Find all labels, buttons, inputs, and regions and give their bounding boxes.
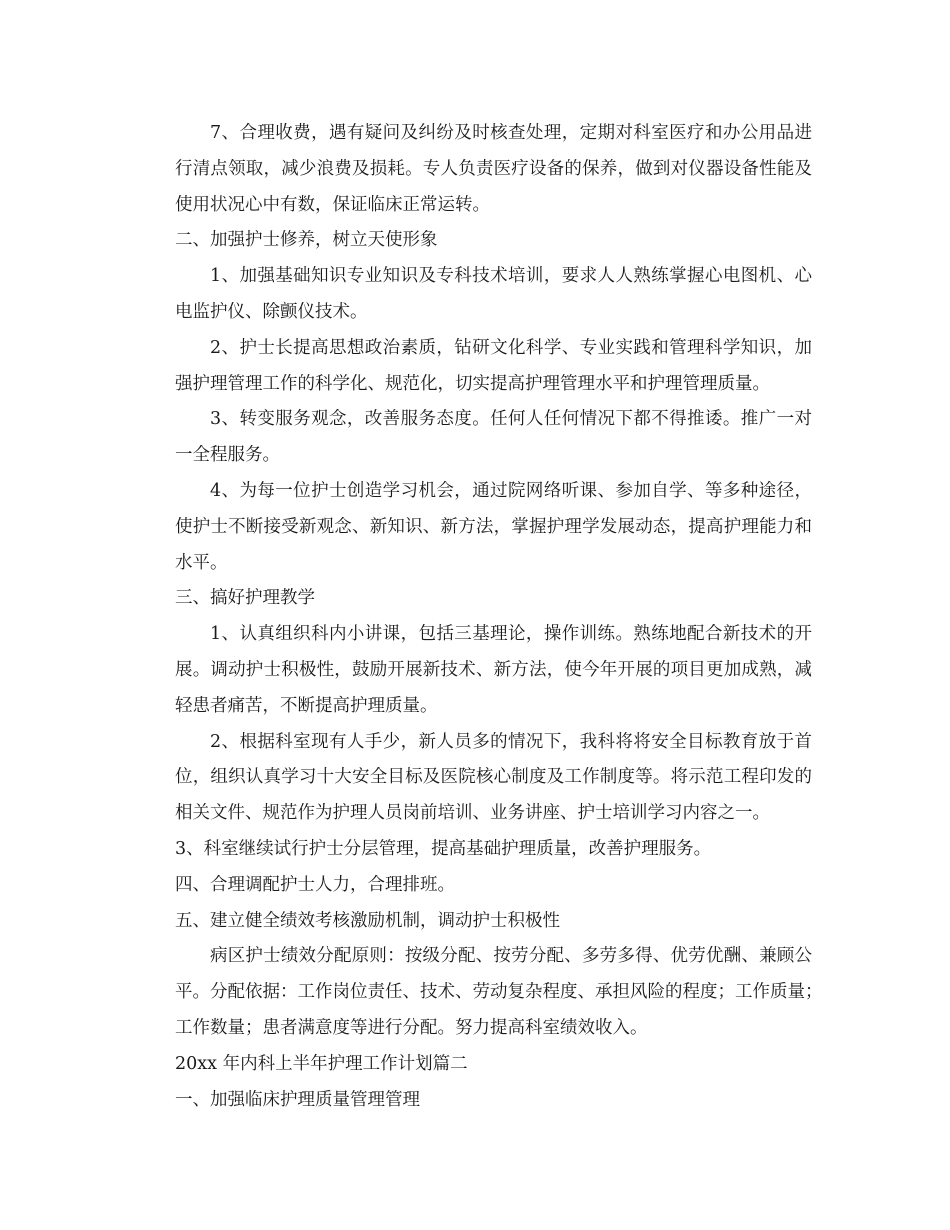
text-line: 2、护士长提高思想政治素质，钻研文化科学、专业实践和管理科学知识，加 bbox=[210, 337, 812, 358]
text-line: 使护士不断接受新观念、新知识、新方法，掌握护理学发展动态，提高护理能力和 bbox=[175, 516, 812, 537]
paragraph-head-nurse bbox=[140, 331, 812, 403]
text-line: 1、加强基础知识专业知识及专科技术培训，要求人人熟练掌握心电图机、心 bbox=[210, 266, 812, 287]
text-line: 平。分配依据：工作岗位责任、技术、劳动复杂程度、承担风险的程度；工作质量； bbox=[175, 982, 823, 1003]
paragraph-safety-education bbox=[140, 725, 812, 832]
section-heading-3: 三、搞好护理教学 bbox=[175, 588, 315, 609]
text-line: 1、认真组织科内小讲课，包括三基理论，操作训练。熟练地配合新技术的开 bbox=[210, 624, 812, 645]
section-heading-4: 四、合理调配护士人力，合理排班。 bbox=[175, 874, 455, 895]
section-heading-1: 一、加强临床护理质量管理管理 bbox=[175, 1089, 420, 1110]
paragraph-training bbox=[140, 259, 812, 331]
document-page bbox=[140, 116, 823, 1118]
text-line: 2、根据科室现有人手少，新人员多的情况下，我科将将安全目标教育放于首 bbox=[210, 731, 812, 752]
paragraph-learning-opportunities bbox=[140, 474, 812, 581]
paragraph-lectures bbox=[140, 617, 812, 724]
paragraph-tiered-management: 3、科室继续试行护士分层管理，提高基础护理质量，改善护理服务。 bbox=[175, 838, 712, 859]
section-heading-2: 二、加强护士修养，树立天使形象 bbox=[175, 230, 438, 251]
text-line: 水平。 bbox=[175, 552, 228, 573]
paragraph-fee-management bbox=[140, 116, 812, 223]
section-heading-5: 五、建立健全绩效考核激励机制，调动护士积极性 bbox=[175, 910, 560, 931]
text-line: 4、为每一位护士创造学习机会，通过院网络听课、参加自学、等多种途径， bbox=[210, 480, 812, 501]
text-line: 7、合理收费，遇有疑问及纠纷及时核查处理，定期对科室医疗和办公用品进 bbox=[210, 123, 812, 143]
paragraph-performance-distribution bbox=[140, 939, 823, 1046]
text-line: 强护理管理工作的科学化、规范化，切实提高护理管理水平和护理管理质量。 bbox=[175, 373, 770, 394]
text-line: 位，组织认真学习十大安全目标及医院核心制度及工作制度等。将示范工程印发的 bbox=[175, 767, 812, 788]
text-line: 3、转变服务观念，改善服务态度。任何人任何情况下都不得推诿。推广一对 bbox=[210, 409, 812, 430]
text-line: 病区护士绩效分配原则：按级分配、按劳分配、多劳多得、优劳优酬、兼顾公 bbox=[210, 946, 812, 967]
text-line: 电监护仪、除颤仪技术。 bbox=[175, 301, 368, 322]
text-line: 相关文件、规范作为护理人员岗前培训、业务讲座、护士培训学习内容之一。 bbox=[175, 803, 770, 824]
text-line: 工作数量；患者满意度等进行分配。努力提高科室绩效收入。 bbox=[175, 1017, 648, 1038]
part-two-title: 20xx 年内科上半年护理工作计划篇二 bbox=[175, 1053, 468, 1074]
paragraph-service-attitude bbox=[140, 402, 812, 474]
text-line: 展。调动护士积极性，鼓励开展新技术、新方法，使今年开展的项目更加成熟，减 bbox=[175, 659, 812, 680]
text-line: 使用状况心中有数，保证临床正常运转。 bbox=[175, 194, 490, 215]
text-line: 一全程服务。 bbox=[175, 445, 280, 466]
text-line: 轻患者痛苦，不断提高护理质量。 bbox=[175, 695, 438, 716]
text-line: 行清点领取，减少浪费及损耗。专人负责医疗设备的保养，做到对仪器设备性能及 bbox=[175, 158, 812, 179]
